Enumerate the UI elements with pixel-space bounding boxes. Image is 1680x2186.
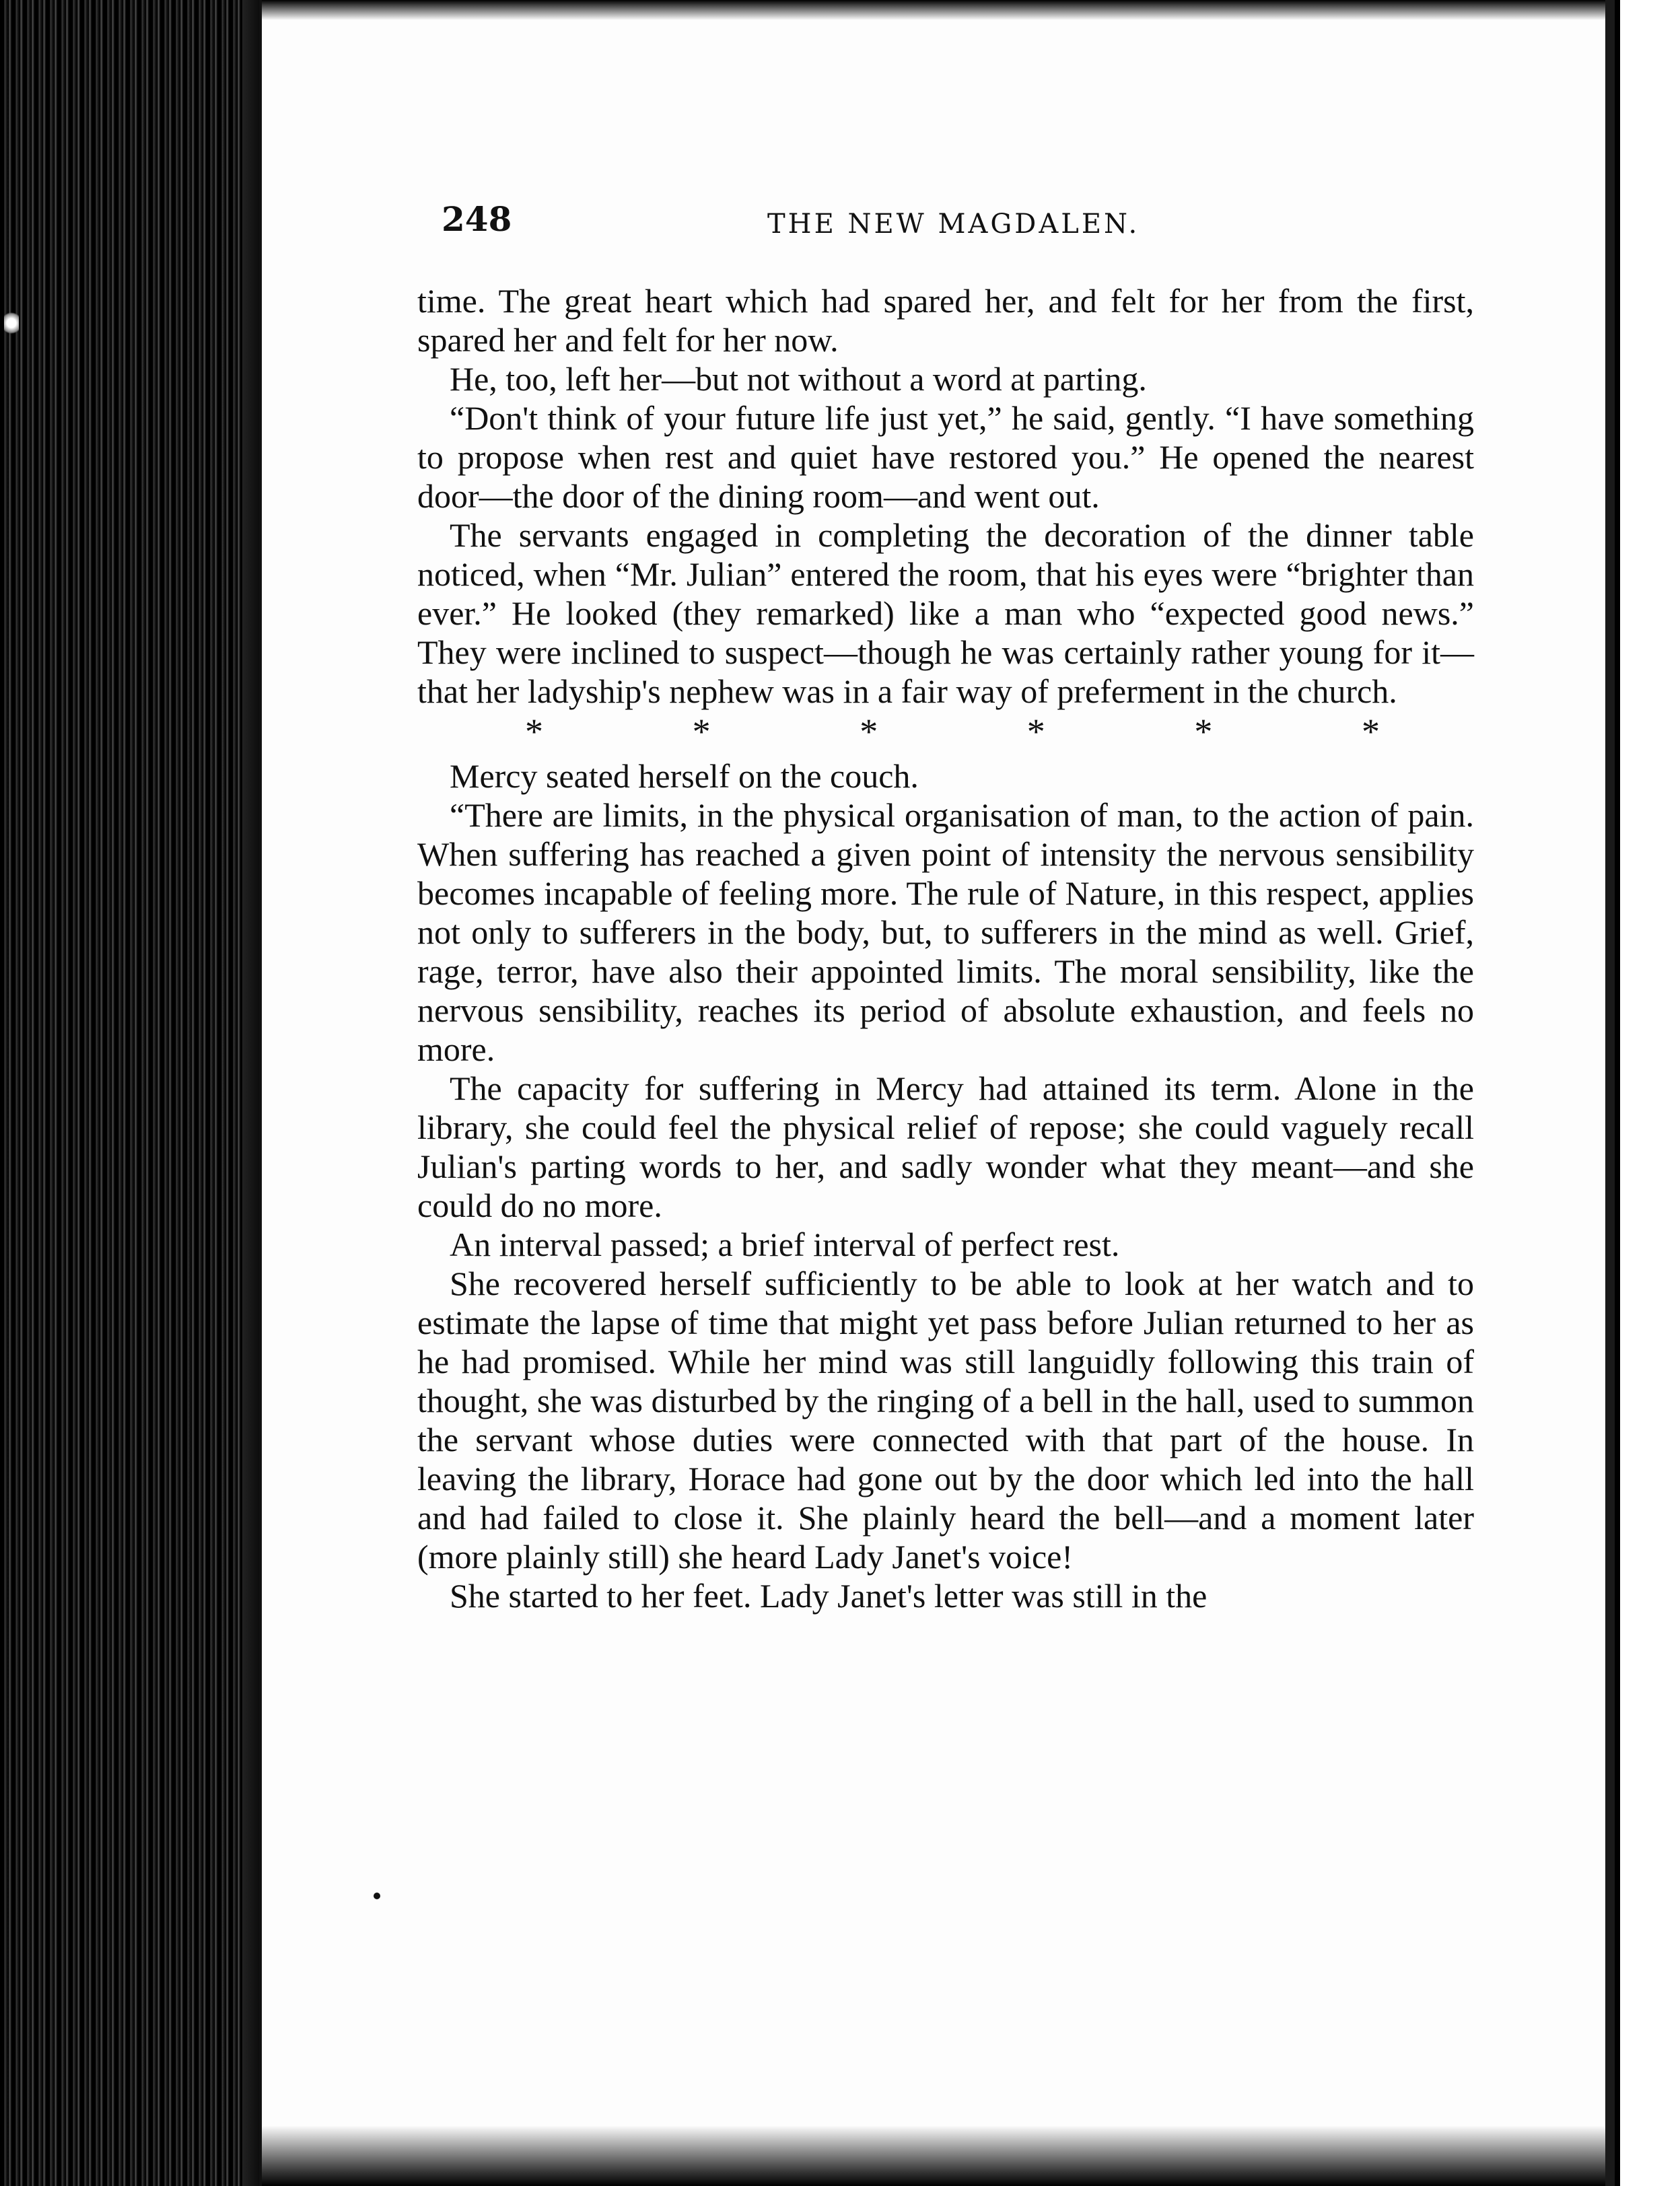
asterisk: * (692, 711, 711, 752)
paragraph: “Don't think of your future life just yet,” he said, gently. “I have something to propose when rest and quiet have restored you.” He opened the nearest door—the door of the dining room—and went out. (417, 399, 1474, 515)
paragraph: She recovered herself sufficiently to be able to look at her watch and to estimate the lapse of time that might yet pass before Julian returned to her as he had promised. While her mind was still languidly following this train of thought, she was disturbed by the ringing of a bell in the hall, used to summon the servant whose duties were connected with that part of the house. In leaving the library, Horace had gone out by the door which led into the hall and had failed to close it. She plainly heard the bell—and a moment later (more plainly still) she heard Lady Janet's voice! (417, 1265, 1474, 1576)
paragraph: time. The great heart which had spared her, and felt for her from the first, spared her and felt for her now. (417, 282, 1474, 359)
right-page-edge (1605, 0, 1680, 2186)
paragraph: An interval passed; a brief interval of perfect rest. (450, 1226, 1120, 1263)
asterisk: * (1361, 711, 1380, 752)
paragraph: “There are limits, in the physical organisation of man, to the action of pain. When suffering has reached a given point of intensity the nervous sensibility becomes incapable of feeling more. The rule of Nature, in this respect, applies not only to sufferers in the body, but, to sufferers in the mind as well. Grief, rage, terror, have also their appointed limits. The moral sensibility, like the nervous sensibility, reaches its period of absolute exhaustion, and feels no more. (417, 796, 1474, 1068)
page-bottom-shadow (262, 2125, 1608, 2186)
paragraph: He, too, left her—but not without a word at parting. (450, 360, 1147, 398)
asterisk: * (860, 711, 878, 752)
page-header (442, 199, 1478, 253)
scan-speck (4, 310, 19, 337)
paragraph: She started to her feet. Lady Janet's letter was still in the (450, 1577, 1208, 1615)
paragraph: The capacity for suffering in Mercy had attained its term. Alone in the library, she could feel the physical relief of repose; she could vaguely recall Julian's parting words to her, and sadly wonder what they meant—and she could do no more. (417, 1069, 1474, 1224)
asterisk: * (1026, 711, 1045, 752)
ink-dot (374, 1893, 380, 1899)
paragraph: Mercy seated herself on the couch. (450, 757, 919, 795)
page-top-shadow (262, 0, 1608, 20)
asterisk: * (525, 711, 543, 752)
page-number: 248 (442, 199, 512, 239)
section-break (417, 711, 1474, 756)
paragraph: The servants engaged in completing the decoration of the dinner table noticed, when “Mr. Julian” entered the room, that his eyes were “brighter than ever.” He looked (they remarked) like a man who “expected good news.” They were inclined to suspect—though he was certainly rather young for it—that her ladyship's nephew was in a fair way of preferment in the church. (417, 516, 1474, 710)
asterisk: * (1194, 711, 1213, 752)
running-title: THE NEW MAGDALEN. (767, 209, 1140, 240)
body-text (417, 281, 1474, 1615)
book-page-edges (0, 0, 269, 2186)
